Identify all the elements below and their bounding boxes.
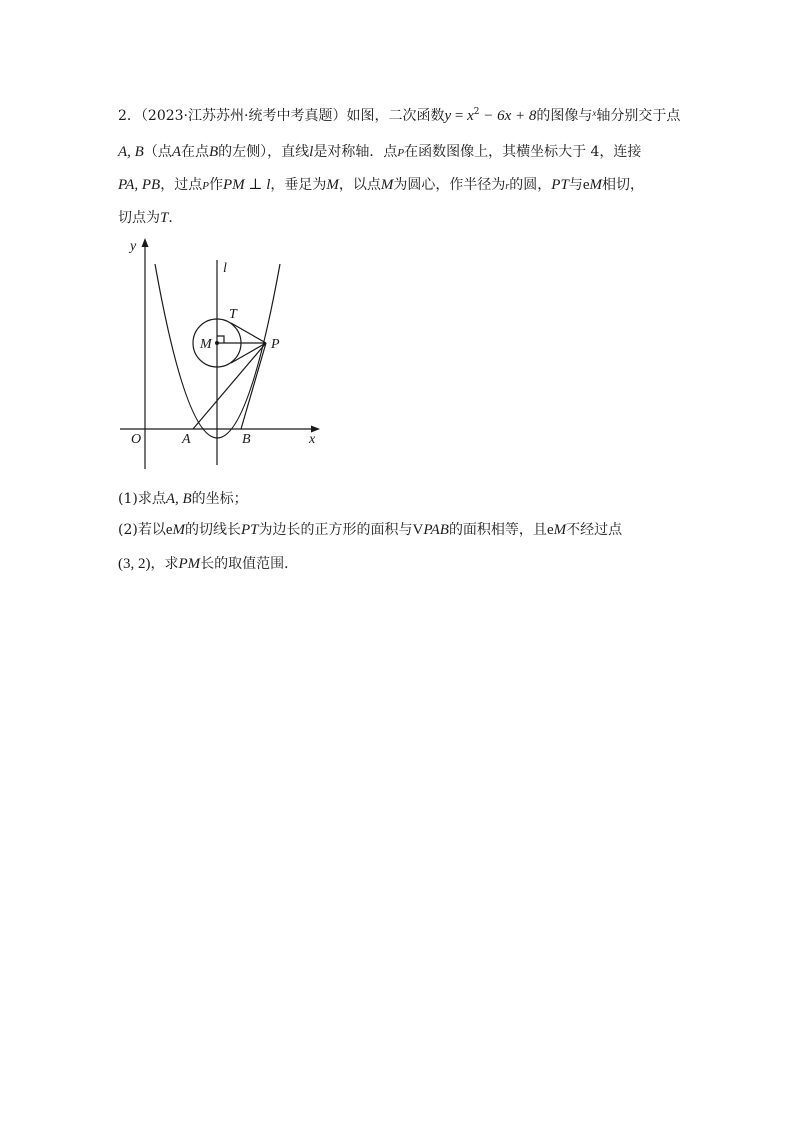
points-ab: A, B: [165, 491, 192, 507]
problem-number: 2．: [118, 108, 141, 124]
problem-text: 与: [568, 177, 583, 193]
points-ab: A, B: [118, 144, 144, 160]
problem-text: 的左侧），直线: [218, 144, 310, 160]
problem-text: 轴分别交于点: [596, 108, 681, 124]
line-l-ref: l: [309, 144, 314, 160]
label-b: B: [242, 432, 251, 447]
problem-text: 在点: [181, 144, 209, 160]
circle-symbol: e: [546, 522, 554, 538]
segments-pa-pb: PA, PB: [118, 177, 161, 193]
point-m-ref: M: [326, 177, 339, 193]
question-text: 不经过点: [566, 522, 623, 538]
segment-pb: [241, 343, 266, 429]
label-o: O: [131, 432, 142, 447]
function-eq: =: [451, 108, 468, 124]
point-b-ref: B: [209, 144, 219, 160]
question-text: 为边长的正方形的面积与: [258, 522, 413, 538]
question-text: 的面积相等，且: [448, 522, 547, 538]
label-a: A: [182, 432, 191, 447]
problem-text: 在函数图像上，其横坐标大于 4，连接: [404, 144, 642, 160]
problem-text: 是对称轴．点: [313, 144, 398, 160]
radius-r-ref: r: [505, 181, 510, 192]
problem-source: （2023·江苏苏州·统考中考真题）: [140, 108, 347, 124]
question-text: 长的取值范围．: [200, 556, 299, 572]
question-text: ，求: [150, 556, 179, 572]
problem-text: 为圆心，作半径为: [393, 177, 506, 193]
label-m: M: [200, 337, 212, 352]
point-m-ref: M: [172, 522, 186, 538]
function-x: x: [467, 108, 474, 124]
point-t-ref: T: [160, 210, 169, 226]
problem-text: 相切，: [601, 177, 644, 193]
label-p: P: [271, 337, 280, 352]
problem-text: ，过点: [160, 177, 203, 193]
problem-line-3: [118, 176, 644, 196]
problem-text: ，垂足为: [270, 177, 327, 193]
segment-pm-ref: PM: [178, 556, 201, 572]
problem-line-2: [118, 143, 641, 162]
point-m-ref: M: [553, 522, 567, 538]
problem-line-4: [118, 209, 182, 227]
point-m-ref: M: [589, 177, 602, 193]
circle-symbol: e: [165, 522, 173, 538]
question-2-line-2: [118, 555, 298, 573]
label-y: y: [130, 239, 137, 254]
function-exponent: 2: [473, 107, 480, 117]
function-tail: − 6x + 8: [479, 108, 537, 124]
label-x: x: [309, 432, 316, 447]
circle-symbol: e: [582, 177, 590, 193]
label-l: l: [223, 261, 227, 276]
point-p-ref: P: [397, 147, 405, 159]
y-axis-arrow: [142, 238, 149, 247]
problem-text: 的图像与: [536, 108, 593, 124]
problem-text: 切点为: [118, 210, 160, 226]
question-text: (1)求点: [118, 491, 166, 507]
point-p-ref: P: [202, 180, 209, 192]
pm-perp-l: PM ⊥ l: [222, 177, 271, 193]
problem-text: ，以点: [338, 177, 381, 193]
segment-pt: [231, 323, 266, 343]
point-a-ref: A: [171, 144, 181, 160]
problem-text: （点: [143, 144, 172, 160]
problem-text: 如图，二次函数: [346, 108, 445, 124]
problem-text: 作: [208, 177, 223, 193]
question-1: [118, 490, 248, 508]
label-t: T: [229, 307, 237, 322]
tangent-pt-ref: PT: [241, 522, 259, 538]
question-text: (2)若以: [118, 522, 166, 538]
segment-pa: [193, 343, 266, 429]
triangle-symbol: V: [412, 522, 424, 538]
geometry-figure: [112, 232, 332, 477]
problem-text: 的圆，: [509, 177, 552, 193]
function-lhs: y: [444, 108, 452, 124]
problem-line-1: [118, 107, 680, 127]
point-m-dot: [215, 341, 219, 345]
point-3-2: (3, 2): [118, 556, 151, 572]
triangle-pab-ref: PAB: [423, 522, 449, 538]
problem-text: ．: [168, 210, 183, 226]
axis-x-mark: x: [592, 108, 597, 118]
question-text: 的切线长: [185, 522, 242, 538]
question-text: 的坐标；: [191, 491, 248, 507]
question-2-line-1: [118, 521, 622, 539]
point-m-ref: M: [380, 177, 394, 193]
tangent-pt-ref: PT: [551, 177, 569, 193]
